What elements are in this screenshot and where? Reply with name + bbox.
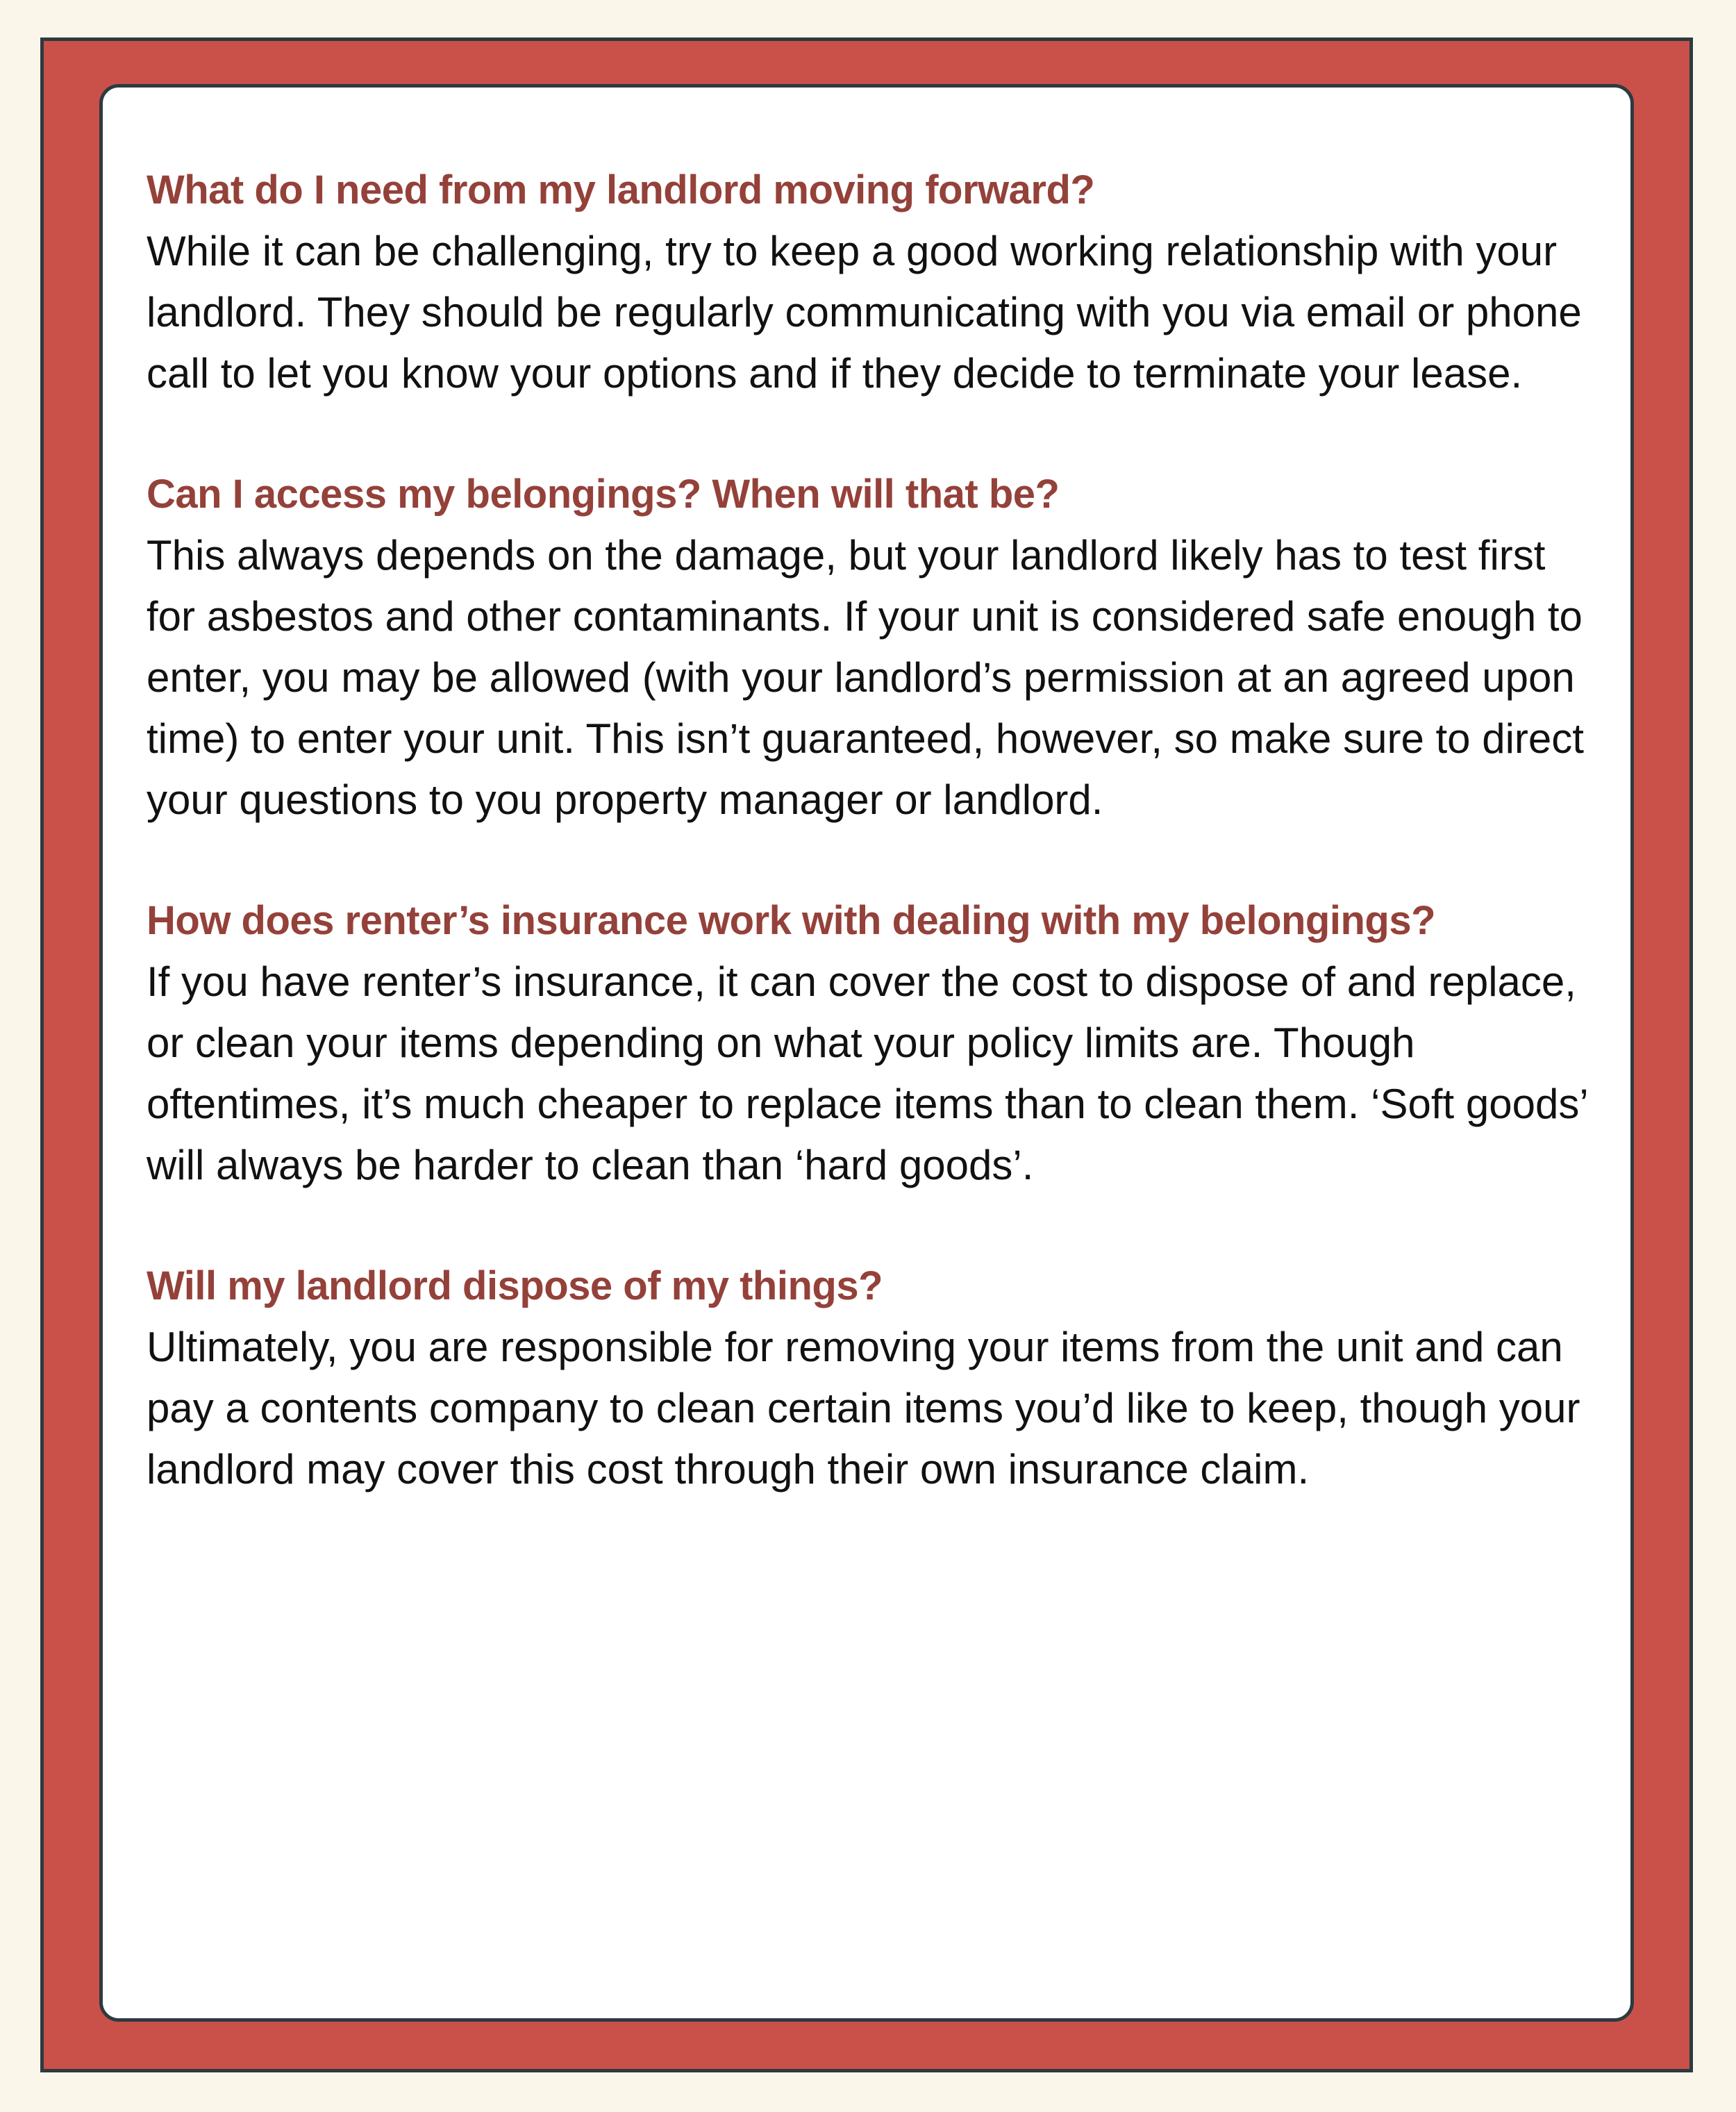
- faq-item-renters-insurance: [147, 890, 1589, 1196]
- faq-answer: This always depends on the damage, but your landlord likely has to test first for asbestos and other contaminants. If your unit is considered safe enough to enter, you may be allowed (with your landlord’s permission at an agreed upon time) to enter your unit. This isn’t guaranteed, however, so make sure to direct your questions to you property manager or landlord.: [147, 532, 1584, 823]
- faq-question: What do I need from my landlord moving forward?: [147, 167, 1095, 213]
- faq-question: How does renter’s insurance work with dealing with my belongings?: [147, 898, 1436, 943]
- faq-answer: Ultimately, you are responsible for removing your items from the unit and can pay a contents company to clean certain items you’d like to keep, though your landlord may cover this cost through their own insurance claim.: [147, 1324, 1580, 1492]
- faq-item-access-belongings: [147, 464, 1589, 831]
- faq-item-landlord-dispose: [147, 1256, 1589, 1500]
- content-card: [99, 84, 1634, 2022]
- faq-question: Can I access my belongings? When will that be?: [147, 472, 1060, 517]
- faq-answer: While it can be challenging, try to keep a good working relationship with your landlord. They should be regularly communicating with you via email or phone call to let you know your options and if they decide to terminate your lease.: [147, 228, 1582, 397]
- faq-item-landlord-moving-forward: [147, 160, 1589, 404]
- faq-question: Will my landlord dispose of my things?: [147, 1263, 883, 1308]
- faq-answer: If you have renter’s insurance, it can cover the cost to dispose of and replace, or clean your items depending on what your policy limits are. Though oftentimes, it’s much cheaper to replace items than to clean them. ‘Soft goods’ will always be harder to clean than ‘hard goods’.: [147, 958, 1587, 1188]
